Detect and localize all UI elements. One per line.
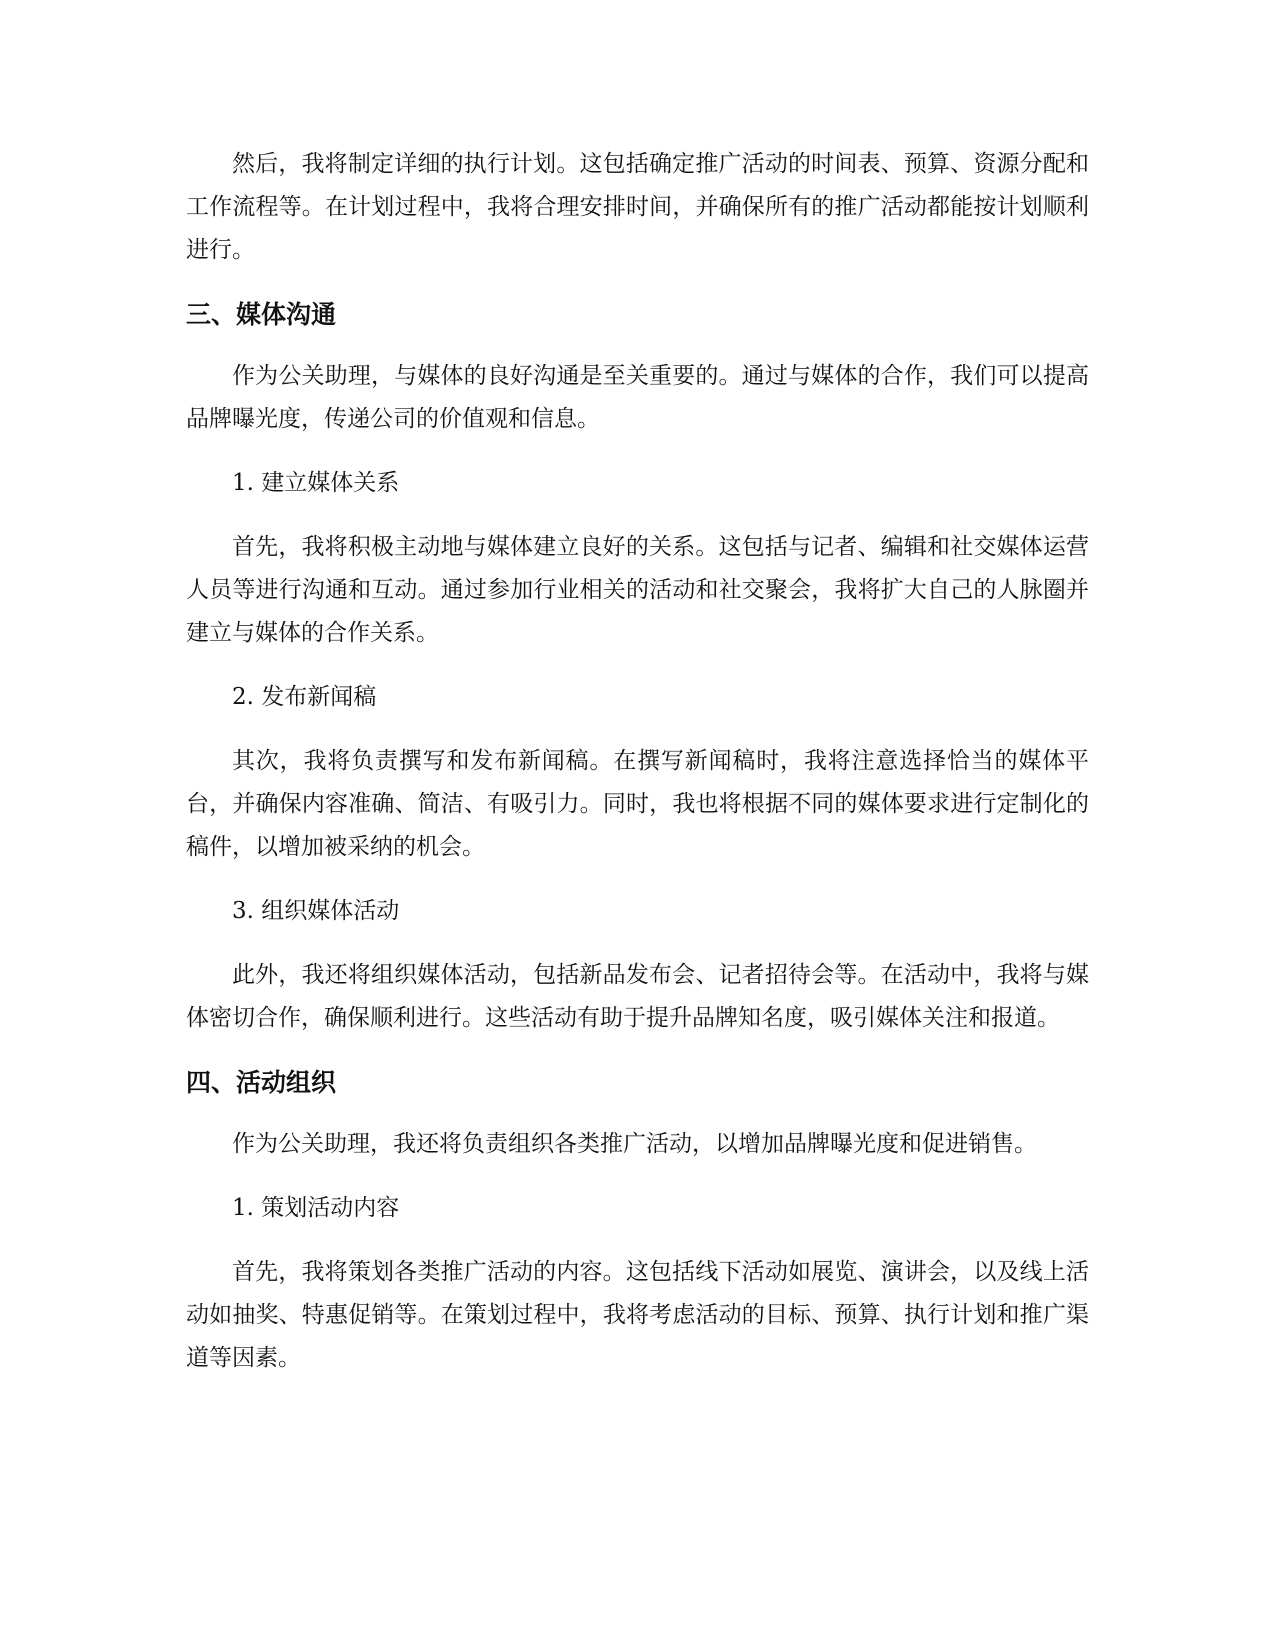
subheading-plan-event-content: 1. 策划活动内容 [232,1195,400,1221]
paragraph-press-release: 其次，我将负责撰写和发布新闻稿。在撰写新闻稿时，我将注意选择恰当的媒体平台，并确保内容准确、简洁、有吸引力。同时，我也将根据不同的媒体要求进行定制化的稿件，以增加被采纳的机会。 [186,748,1089,860]
section-heading-media-communication: 三、媒体沟通 [186,300,337,329]
subheading-press-release: 2. 发布新闻稿 [232,684,377,710]
paragraph-media-events: 此外，我还将组织媒体活动，包括新品发布会、记者招待会等。在活动中，我将与媒体密切合作，确保顺利进行。这些活动有助于提升品牌知名度，吸引媒体关注和报道。 [186,962,1089,1031]
paragraph-build-media-relations: 首先，我将积极主动地与媒体建立良好的关系。这包括与记者、编辑和社交媒体运营人员等进行沟通和互动。通过参加行业相关的活动和社交聚会，我将扩大自己的人脉圈并建立与媒体的合作关系。 [186,534,1089,646]
subheading-media-events: 3. 组织媒体活动 [232,898,400,924]
paragraph-event-intro: 作为公关助理，我还将负责组织各类推广活动，以增加品牌曝光度和促进销售。 [232,1131,1037,1157]
subheading-build-media-relations: 1. 建立媒体关系 [232,470,400,496]
section-heading-event-organization: 四、活动组织 [186,1068,337,1097]
paragraph-plan-event-content: 首先，我将策划各类推广活动的内容。这包括线下活动如展览、演讲会，以及线上活动如抽奖、特惠促销等。在策划过程中，我将考虑活动的目标、预算、执行计划和推广渠道等因素。 [186,1259,1089,1371]
paragraph-media-intro: 作为公关助理，与媒体的良好沟通是至关重要的。通过与媒体的合作，我们可以提高品牌曝光度，传递公司的价值观和信息。 [186,363,1089,432]
paragraph-execution-plan: 然后，我将制定详细的执行计划。这包括确定推广活动的时间表、预算、资源分配和工作流程等。在计划过程中，我将合理安排时间，并确保所有的推广活动都能按计划顺利进行。 [186,151,1089,263]
